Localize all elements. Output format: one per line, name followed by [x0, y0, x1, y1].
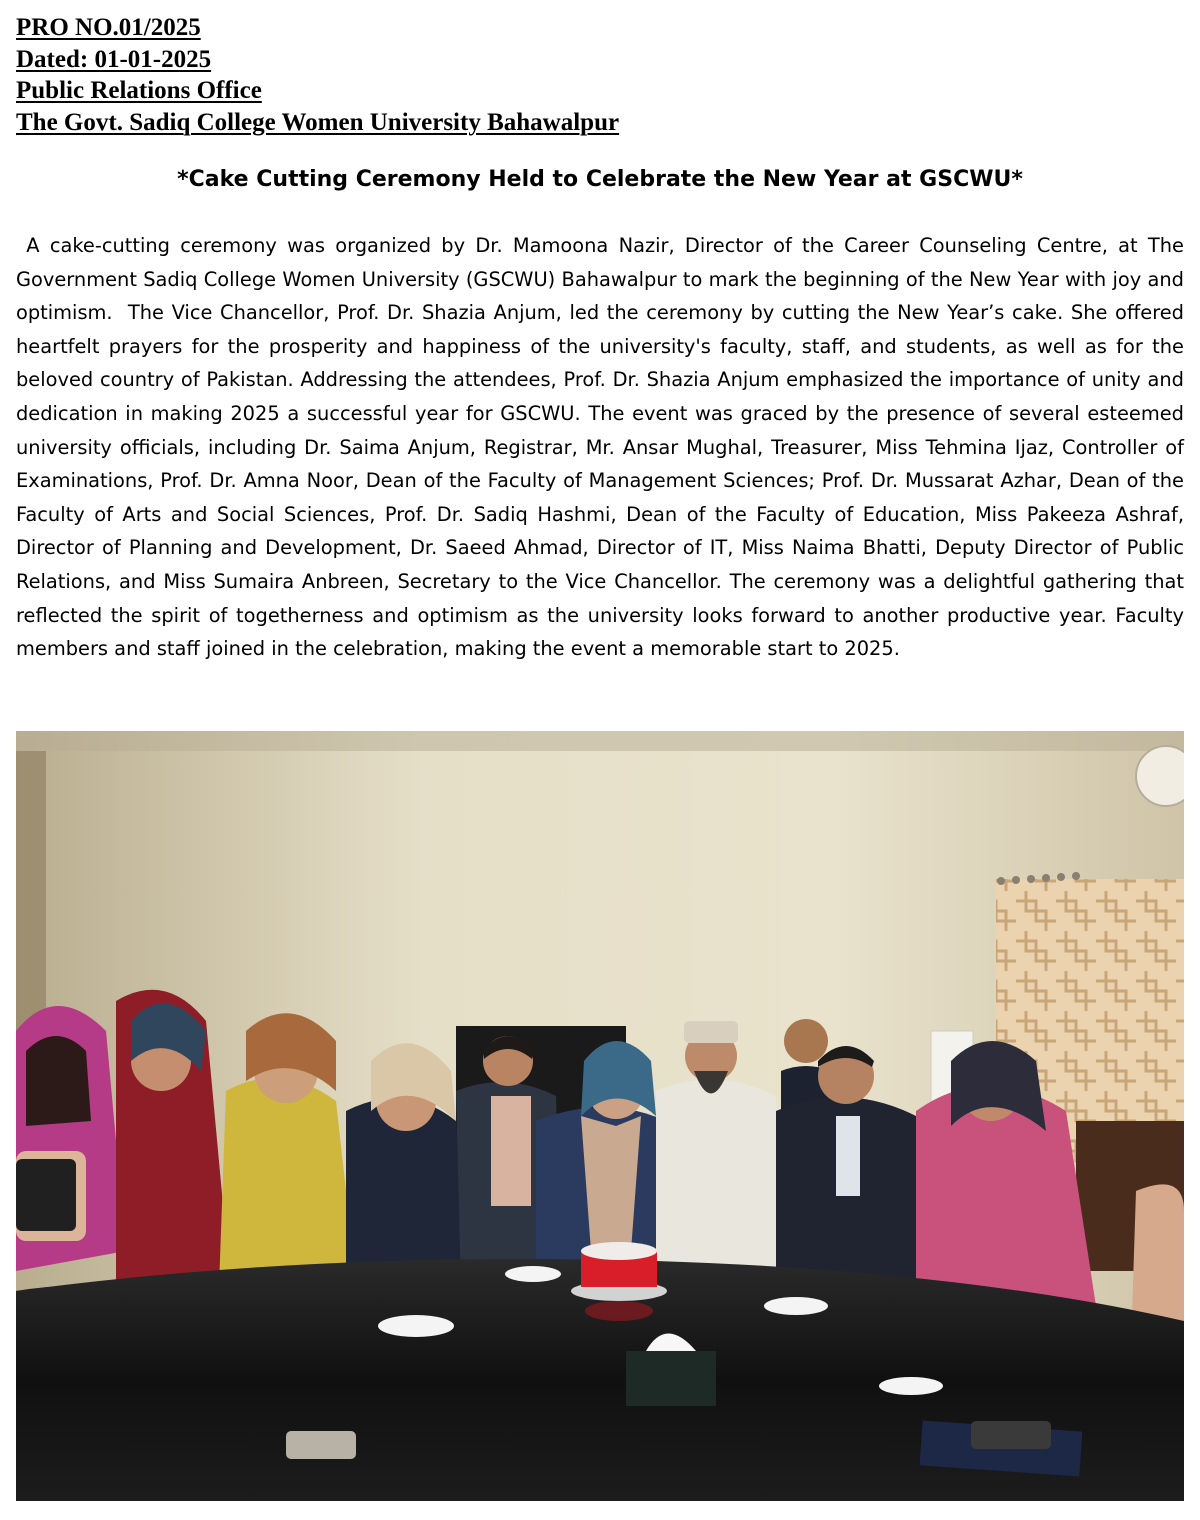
article-body: A cake-cutting ceremony was organized by Dr. Mamoona Nazir, Director of the Career Counseling Centre, at The Government Sadiq College Women University (GSCWU) Bahawalpur to mark the beginning of the New Year with joy and optimism. The Vice Chancellor, Prof. Dr. Shazia Anjum, led the ceremony by cutting the New Year’s cake. She offered heartfelt prayers for the prosperity and happiness of the university's faculty, staff, and students, as well as for the beloved country of Pakistan. Addressing the attendees, Prof. Dr. Shazia Anjum emphasized the importance of unity and dedication in making 2025 a successful year for GSCWU. The event was graced by the presence of several esteemed university officials, including Dr. Saima Anjum, Registrar, Mr. Ansar Mughal, Treasurer, Miss Tehmina Ijaz, Controller of Examinations, Prof. Dr. Amna Noor, Dean of the Faculty of Management Sciences; Prof. Dr. Mussarat Azhar, Dean of the Faculty of Arts and Social Sciences, Prof. Dr. Sadiq Hashmi, Dean of the Faculty of Education, Miss Pakeeza Ashraf, Director of Planning and Development, Dr. Saeed Ahmad, Director of IT, Miss Naima Bhatti, Deputy Director of Public Relations, and Miss Sumaira Anbreen, Secretary to the Vice Chancellor. The ceremony was a delightful gathering that reflected the spirit of togetherness and optimism as the university looks forward to another productive year. Faculty members and staff joined in the celebration, making the event a memorable start to 2025. — [16, 234, 1191, 661]
article-title: *Cake Cutting Ceremony Held to Celebrate the New Year at GSCWU* — [177, 167, 1023, 192]
plate — [764, 1297, 828, 1315]
door-frame — [16, 751, 46, 1041]
plate — [378, 1315, 454, 1337]
plate — [879, 1377, 943, 1395]
pro-number: PRO NO.01/2025 — [16, 14, 201, 41]
phone-in-hand — [286, 1431, 356, 1459]
office-name: Public Relations Office — [16, 77, 262, 104]
plate — [505, 1266, 561, 1282]
university-name: The Govt. Sadiq College Women University Bahawalpur — [16, 108, 620, 136]
phone-on-table — [971, 1421, 1051, 1449]
tissue-box — [626, 1351, 716, 1406]
press-release-header — [16, 12, 619, 138]
event-photo — [16, 731, 1184, 1501]
wall-fan — [1136, 746, 1184, 806]
release-date: Dated: 01-01-2025 — [16, 45, 212, 73]
